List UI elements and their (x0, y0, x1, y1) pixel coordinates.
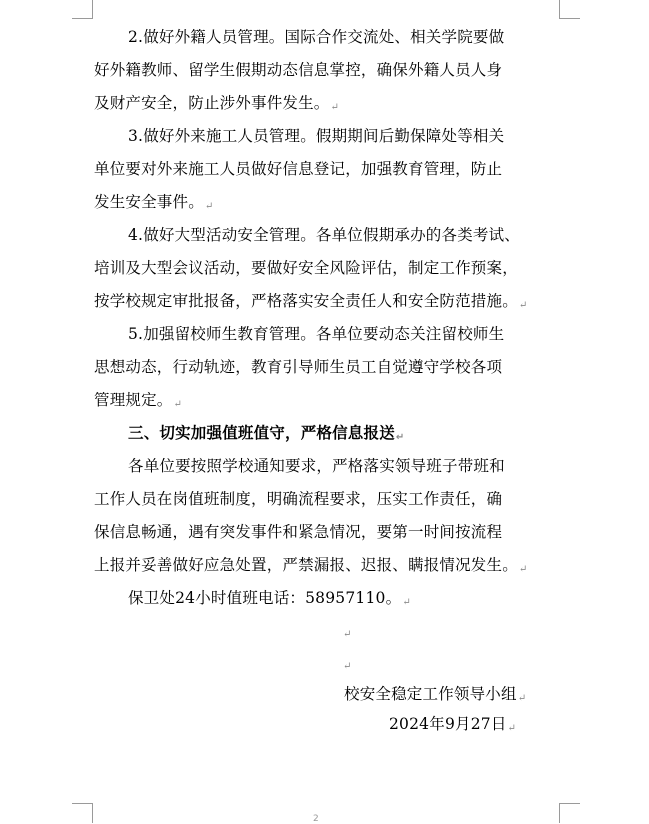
paragraph-mark-icon: ↵ (507, 723, 517, 734)
body-line: 思想动态，行动轨迹，教育引导师生员工自觉遵守学校各项 (94, 358, 503, 376)
paragraph-mark-icon: ↵ (518, 300, 528, 311)
paragraph-mark-icon: ↵ (173, 399, 183, 410)
body-line: 保信息畅通，遇有突发事件和紧急情况，要第一时间按流程 (94, 523, 503, 541)
body-line: 单位要对外来施工人员做好信息登记，加强教育管理，防止 (94, 160, 503, 178)
section-heading: 三、切实加强值班值守，严格信息报送↵ (128, 424, 405, 443)
body-line: 好外籍教师、留学生假期动态信息掌控，确保外籍人员人身 (94, 61, 503, 79)
body-line: 培训及大型会议活动，要做好安全风险评估，制定工作预案， (94, 259, 518, 277)
paragraph-mark-icon: ↵ (343, 661, 352, 672)
crop-mark-top-right (559, 0, 580, 19)
body-line: 2.做好外籍人员管理。国际合作交流处、相关学院要做 (128, 28, 505, 46)
crop-mark-top-left (72, 0, 93, 19)
body-line: 发生安全事件。↵ (94, 193, 214, 212)
body-line: 工作人员在岗值班制度，明确流程要求，压实工作责任，确 (94, 490, 503, 508)
paragraph-mark-icon: ↵ (395, 432, 405, 443)
body-line: 4.做好大型活动安全管理。各单位假期承办的各类考试、 (128, 226, 520, 244)
body-line: 管理规定。↵ (94, 391, 183, 410)
crop-mark-bottom-right (559, 803, 580, 823)
body-line: 按学校规定审批报备，严格落实安全责任人和安全防范措施。↵ (94, 292, 528, 311)
signature-organization: 校安全稳定工作领导小组↵ (344, 685, 527, 704)
body-line: 5.加强留校师生教育管理。各单位要动态关注留校师生 (128, 325, 505, 343)
body-line: 及财产安全，防止涉外事件发生。↵ (94, 94, 340, 113)
paragraph-mark-icon: ↵ (517, 693, 527, 704)
page-number: 2 (313, 814, 319, 824)
paragraph-mark-icon: ↵ (343, 629, 352, 640)
duty-phone-line: 保卫处24小时值班电话：58957110。↵ (128, 589, 411, 608)
body-line: 各单位要按照学校通知要求，严格落实领导班子带班和 (128, 457, 505, 475)
empty-paragraph (342, 620, 352, 645)
paragraph-mark-icon: ↵ (204, 201, 214, 212)
body-line: 3.做好外来施工人员管理。假期期间后勤保障处等相关 (128, 127, 505, 145)
body-line: 上报并妥善做好应急处置，严禁漏报、迟报、瞒报情况发生。↵ (94, 556, 528, 575)
crop-mark-bottom-left (72, 803, 93, 823)
paragraph-mark-icon: ↵ (518, 564, 528, 575)
paragraph-mark-icon: ↵ (402, 597, 411, 608)
signature-date: 2024年9月27日↵ (389, 715, 517, 734)
paragraph-mark-icon: ↵ (330, 102, 340, 113)
empty-paragraph (342, 652, 352, 677)
